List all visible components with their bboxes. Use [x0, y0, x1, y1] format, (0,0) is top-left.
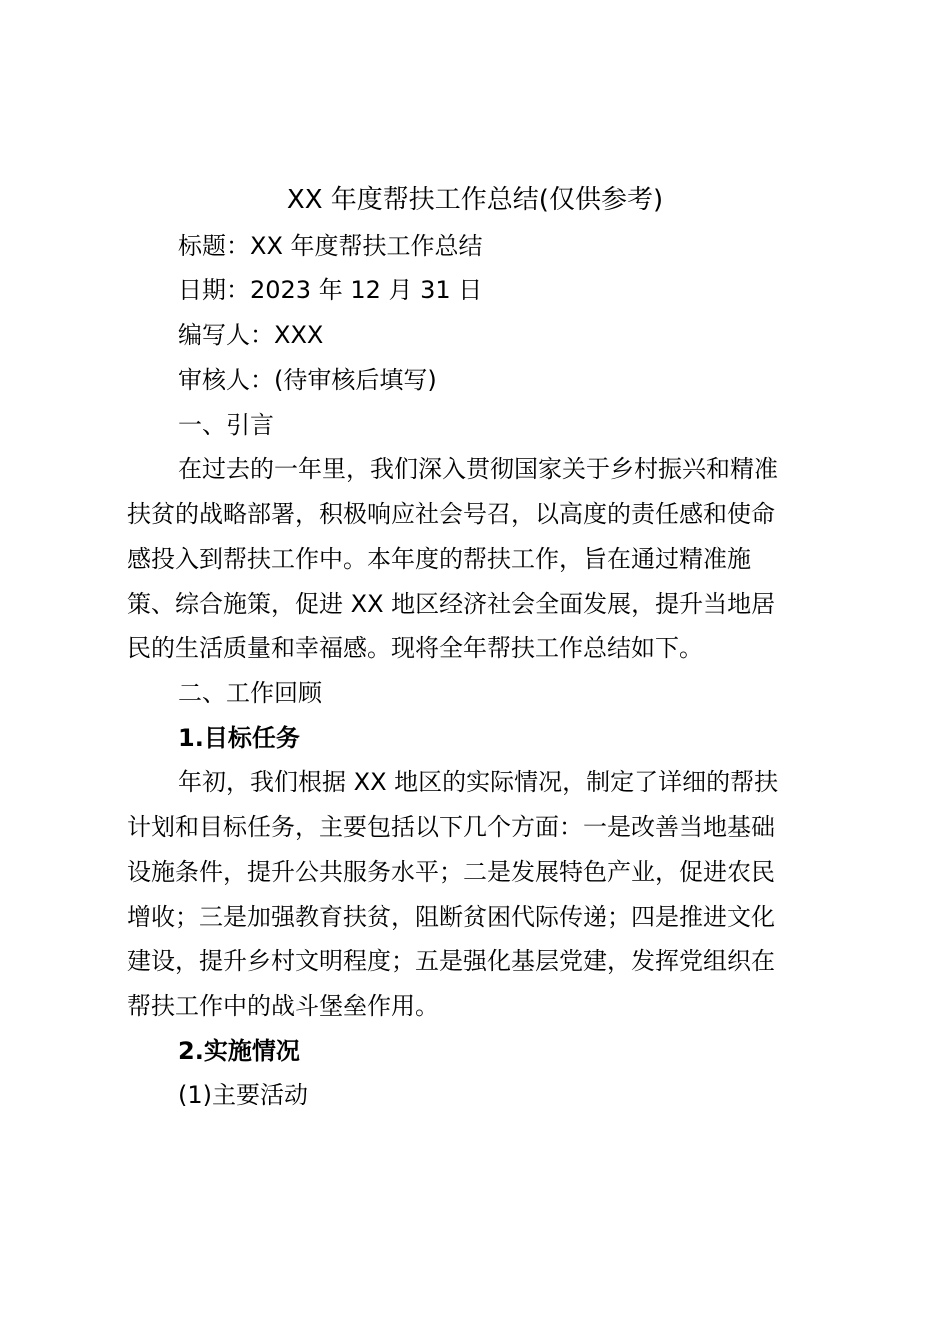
- subsection-heading-goals: 1.目标任务: [178, 724, 300, 752]
- goals-paragraph-line: 设施条件，提升公共服务水平；二是发展特色产业，促进农民: [127, 858, 775, 886]
- section-heading-intro: 一、引言: [178, 411, 274, 439]
- intro-paragraph-line: 民的生活质量和幸福感。现将全年帮扶工作总结如下。: [127, 634, 703, 662]
- section-heading-review: 二、工作回顾: [178, 679, 322, 707]
- meta-subject: 标题：XX 年度帮扶工作总结: [178, 232, 483, 260]
- goals-paragraph-line: 计划和目标任务，主要包括以下几个方面：一是改善当地基础: [127, 813, 775, 841]
- intro-paragraph-line: 感投入到帮扶工作中。本年度的帮扶工作，旨在通过精准施: [127, 545, 751, 573]
- intro-paragraph-line: 在过去的一年里，我们深入贯彻国家关于乡村振兴和精准: [178, 455, 778, 483]
- goals-paragraph-line: 年初，我们根据 XX 地区的实际情况，制定了详细的帮扶: [178, 768, 779, 796]
- intro-paragraph-line: 扶贫的战略部署，积极响应社会号召，以高度的责任感和使命: [127, 500, 775, 528]
- meta-date: 日期：2023 年 12 月 31 日: [178, 276, 483, 304]
- subsection-heading-implementation: 2.实施情况: [178, 1037, 300, 1065]
- intro-paragraph-line: 策、综合施策，促进 XX 地区经济社会全面发展，提升当地居: [127, 590, 776, 618]
- goals-paragraph-line: 建设，提升乡村文明程度；五是强化基层党建，发挥党组织在: [127, 947, 775, 975]
- list-item-main-activities: (1)主要活动: [178, 1081, 308, 1109]
- meta-author: 编写人：XXX: [178, 321, 324, 349]
- document-title: XX 年度帮扶工作总结(仅供参考): [286, 185, 664, 215]
- goals-paragraph-line: 帮扶工作中的战斗堡垒作用。: [127, 992, 439, 1020]
- meta-reviewer: 审核人：(待审核后填写): [178, 366, 437, 394]
- goals-paragraph-line: 增收；三是加强教育扶贫，阻断贫困代际传递；四是推进文化: [127, 903, 775, 931]
